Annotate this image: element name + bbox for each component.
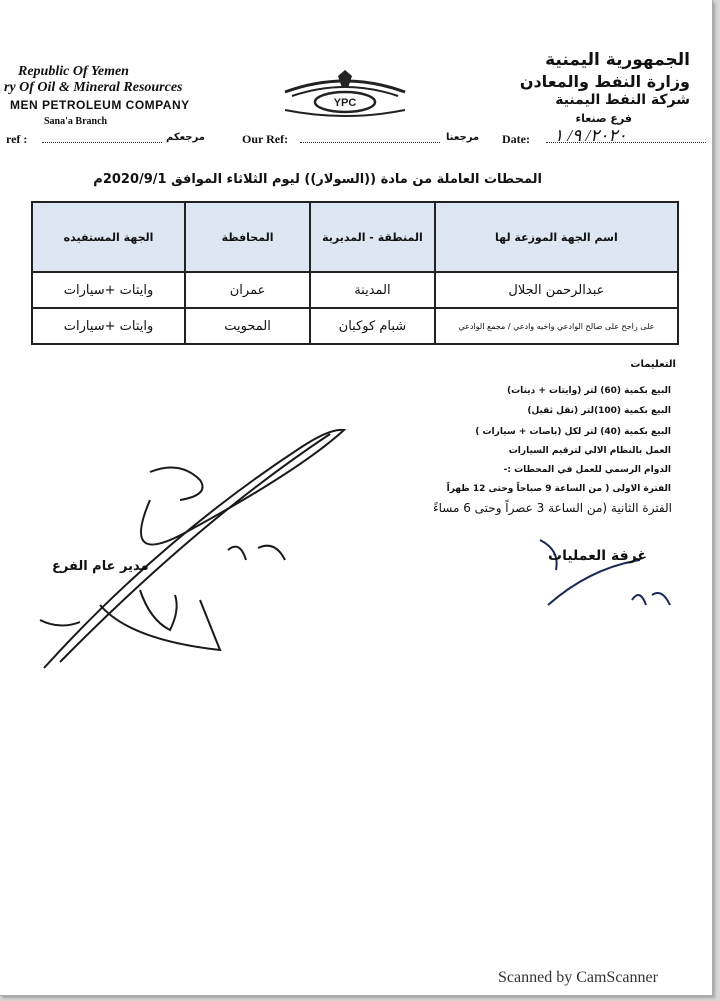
- table-row: [32, 308, 678, 344]
- letterhead-en-line-3: MEN PETROLEUM COMPANY: [10, 98, 190, 112]
- cell-district: المدينة: [310, 272, 435, 308]
- date-dots: [546, 142, 706, 143]
- our-ref-label-ar: مرجعنا: [446, 132, 480, 143]
- cell-district: شبام كوكبان: [310, 308, 435, 344]
- signatory-branch-manager: مدير عام الفرع: [52, 559, 149, 574]
- cell-beneficiary: وايتات +سيارات: [32, 308, 185, 344]
- scanner-watermark: Scanned by CamScanner: [498, 969, 658, 986]
- document-title: المحطات العاملة من مادة ((السولار)) ليوم الثلاثاء الموافق 2020/9/1م: [93, 172, 542, 187]
- letterhead-en-line-2: ry Of Oil & Mineral Resources: [4, 80, 183, 95]
- your-ref-label: ref :: [6, 132, 28, 146]
- instruction-item: الفترة الاولى ( من الساعة 9 صباحاً وحتى 12 ظهراً: [446, 484, 671, 494]
- instruction-item: البيع بكمية (60) لتر (وايتات + دينات): [507, 386, 671, 396]
- date-label: Date:: [502, 132, 530, 146]
- instruction-item: الدوام الرسمي للعمل في المحطات :-: [503, 465, 671, 475]
- header-distributor: اسم الجهة الموزعة لها: [435, 202, 678, 272]
- cell-distributor: على راجح على صالح الوادعي واخيه وادعي / مجمع الوادعي: [435, 308, 678, 344]
- letterhead-en-line-1: Republic Of Yemen: [18, 64, 129, 79]
- instruction-item: الفترة الثانية (من الساعة 3 عصراً وحتى 6 مساءً: [432, 501, 672, 515]
- our-ref-label: Our Ref:: [242, 132, 289, 146]
- distribution-table: [31, 201, 679, 345]
- letterhead-ar-line-3: شركة النفط اليمنية: [555, 92, 690, 108]
- letterhead-ar-line-1: الجمهورية اليمنية: [545, 50, 690, 70]
- signatory-operations-room: غرفة العمليات: [548, 548, 647, 564]
- cell-governorate: عمران: [185, 272, 310, 308]
- instructions-title: التعليمات: [630, 359, 676, 370]
- cell-distributor: عبدالرحمن الجلال: [435, 272, 678, 308]
- header-governorate: المحافظة: [185, 202, 310, 272]
- header-district: المنطقة - المديرية: [310, 202, 435, 272]
- table-row: [32, 272, 678, 308]
- cell-beneficiary: وايتات +سيارات: [32, 272, 185, 308]
- your-ref-dots: [42, 142, 162, 143]
- our-ref-dots: [300, 142, 440, 143]
- table-header-row: [32, 202, 678, 272]
- logo-text: YPC: [333, 97, 357, 109]
- header-beneficiary: الجهة المستفيده: [32, 202, 185, 272]
- date-value: ٢٠٢٠/ ٩/ ١: [554, 126, 627, 145]
- your-ref-label-ar: مرجعكم: [166, 132, 205, 143]
- letterhead-ar-line-4: فرع صنعاء: [575, 112, 632, 125]
- letterhead-en-line-4: Sana'a Branch: [44, 116, 108, 127]
- reference-line: [6, 128, 706, 152]
- instruction-item: البيع بكمية (40) لتر لكل (باصات + سيارات ): [475, 427, 671, 437]
- instruction-item: البيع بكمية (100)لتر (نقل ثقيل): [527, 406, 671, 416]
- company-logo: [280, 70, 410, 120]
- cell-governorate: المحويت: [185, 308, 310, 344]
- letterhead-ar-line-2: وزارة النفط والمعادن: [519, 72, 690, 91]
- instruction-item: العمل بالنظام الالي لترقيم السيارات: [508, 446, 671, 456]
